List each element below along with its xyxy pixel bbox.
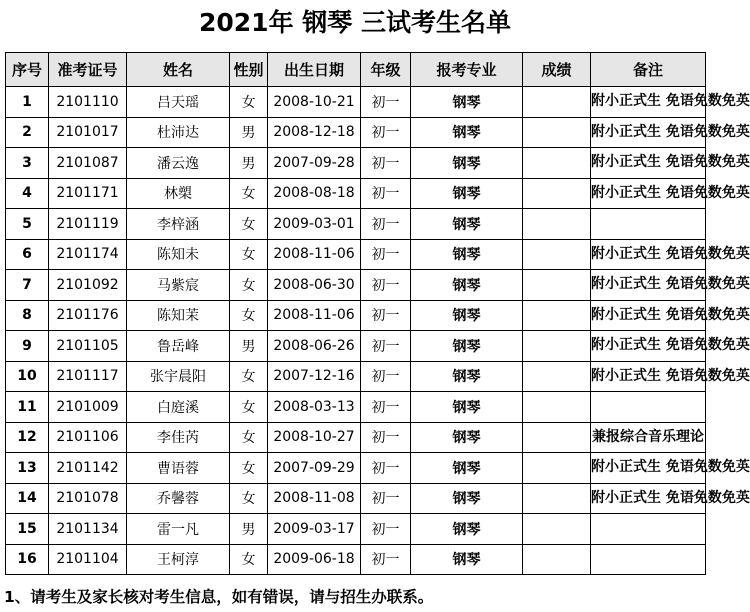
cell-grade: 初一 bbox=[361, 209, 411, 240]
table-row bbox=[6, 392, 706, 423]
cell-exam-id: 2101092 bbox=[49, 270, 127, 301]
cell-name: 张宇晨阳 bbox=[127, 361, 230, 392]
cell-seq: 4 bbox=[6, 178, 49, 209]
cell-remarks bbox=[591, 392, 706, 423]
cell-birth-date: 2007-12-16 bbox=[268, 361, 361, 392]
cell-exam-id: 2101110 bbox=[49, 87, 127, 118]
table-row bbox=[6, 87, 706, 118]
cell-birth-date: 2009-03-17 bbox=[268, 514, 361, 545]
cell-major: 钢琴 bbox=[411, 453, 523, 484]
cell-score bbox=[523, 514, 591, 545]
cell-major: 钢琴 bbox=[411, 209, 523, 240]
cell-remarks bbox=[591, 209, 706, 240]
cell-grade: 初一 bbox=[361, 514, 411, 545]
cell-major: 钢琴 bbox=[411, 117, 523, 148]
table-row bbox=[6, 117, 706, 148]
header-name: 姓名 bbox=[127, 53, 230, 87]
cell-birth-date: 2008-06-26 bbox=[268, 331, 361, 362]
cell-seq: 5 bbox=[6, 209, 49, 240]
cell-gender: 女 bbox=[230, 453, 268, 484]
cell-birth-date: 2007-09-28 bbox=[268, 148, 361, 179]
cell-birth-date: 2009-06-18 bbox=[268, 544, 361, 575]
cell-grade: 初一 bbox=[361, 117, 411, 148]
cell-name: 李佳芮 bbox=[127, 422, 230, 453]
cell-birth-date: 2008-10-27 bbox=[268, 422, 361, 453]
cell-remarks: 附小正式生 免语免数免英 bbox=[591, 87, 706, 118]
cell-score bbox=[523, 87, 591, 118]
cell-name: 杜沛达 bbox=[127, 117, 230, 148]
cell-name: 吕天瑶 bbox=[127, 87, 230, 118]
cell-seq: 15 bbox=[6, 514, 49, 545]
cell-exam-id: 2101142 bbox=[49, 453, 127, 484]
header-birth-date: 出生日期 bbox=[268, 53, 361, 87]
cell-remarks: 兼报综合音乐理论 bbox=[591, 422, 706, 453]
cell-birth-date: 2008-11-06 bbox=[268, 239, 361, 270]
cell-exam-id: 2101104 bbox=[49, 544, 127, 575]
cell-seq: 10 bbox=[6, 361, 49, 392]
table-row bbox=[6, 544, 706, 575]
cell-exam-id: 2101009 bbox=[49, 392, 127, 423]
cell-remarks: 附小正式生 免语免数免英 bbox=[591, 331, 706, 362]
cell-score bbox=[523, 300, 591, 331]
cell-birth-date: 2008-06-30 bbox=[268, 270, 361, 301]
cell-seq: 1 bbox=[6, 87, 49, 118]
cell-name: 林槊 bbox=[127, 178, 230, 209]
table-row bbox=[6, 178, 706, 209]
cell-name: 鲁岳峰 bbox=[127, 331, 230, 362]
cell-score bbox=[523, 331, 591, 362]
table-body bbox=[6, 87, 750, 575]
cell-exam-id: 2101078 bbox=[49, 483, 127, 514]
cell-major: 钢琴 bbox=[411, 361, 523, 392]
cell-remarks: 附小正式生 免语免数免英 bbox=[591, 270, 706, 301]
cell-exam-id: 2101174 bbox=[49, 239, 127, 270]
cell-exam-id: 2101117 bbox=[49, 361, 127, 392]
cell-name: 马紫宸 bbox=[127, 270, 230, 301]
cell-birth-date: 2007-09-29 bbox=[268, 453, 361, 484]
cell-gender: 女 bbox=[230, 544, 268, 575]
cell-grade: 初一 bbox=[361, 483, 411, 514]
page-title: 2021年 钢琴 三试考生名单 bbox=[199, 8, 511, 37]
cell-seq: 14 bbox=[6, 483, 49, 514]
cell-remarks: 附小正式生 免语免数免英 bbox=[591, 361, 706, 392]
cell-name: 乔馨蓉 bbox=[127, 483, 230, 514]
cell-gender: 女 bbox=[230, 209, 268, 240]
cell-birth-date: 2009-03-01 bbox=[268, 209, 361, 240]
table-row bbox=[6, 239, 706, 270]
cell-score bbox=[523, 544, 591, 575]
cell-birth-date: 2008-11-08 bbox=[268, 483, 361, 514]
table-row bbox=[6, 209, 706, 240]
cell-exam-id: 2101087 bbox=[49, 148, 127, 179]
cell-remarks: 附小正式生 免语免数免英 bbox=[591, 453, 706, 484]
cell-gender: 男 bbox=[230, 331, 268, 362]
table-row bbox=[6, 331, 706, 362]
cell-seq: 8 bbox=[6, 300, 49, 331]
cell-grade: 初一 bbox=[361, 331, 411, 362]
cell-exam-id: 2101119 bbox=[49, 209, 127, 240]
cell-major: 钢琴 bbox=[411, 178, 523, 209]
cell-grade: 初一 bbox=[361, 361, 411, 392]
cell-name: 雷一凡 bbox=[127, 514, 230, 545]
cell-seq: 2 bbox=[6, 117, 49, 148]
cell-score bbox=[523, 422, 591, 453]
cell-birth-date: 2008-08-18 bbox=[268, 178, 361, 209]
cell-remarks: 附小正式生 免语免数免英 bbox=[591, 117, 706, 148]
cell-score bbox=[523, 361, 591, 392]
cell-gender: 女 bbox=[230, 239, 268, 270]
cell-seq: 9 bbox=[6, 331, 49, 362]
cell-name: 王柯淳 bbox=[127, 544, 230, 575]
cell-major: 钢琴 bbox=[411, 148, 523, 179]
cell-seq: 12 bbox=[6, 422, 49, 453]
cell-remarks: 附小正式生 免语免数免英 bbox=[591, 483, 706, 514]
header-exam-id: 准考证号 bbox=[49, 53, 127, 87]
cell-remarks bbox=[591, 544, 706, 575]
cell-score bbox=[523, 178, 591, 209]
cell-gender: 男 bbox=[230, 148, 268, 179]
cell-exam-id: 2101017 bbox=[49, 117, 127, 148]
cell-exam-id: 2101106 bbox=[49, 422, 127, 453]
cell-score bbox=[523, 239, 591, 270]
cell-birth-date: 2008-11-06 bbox=[268, 300, 361, 331]
cell-grade: 初一 bbox=[361, 178, 411, 209]
cell-major: 钢琴 bbox=[411, 483, 523, 514]
footer-note: 1、请考生及家长核对考生信息，如有错误，请与招生办联系。 bbox=[4, 588, 434, 606]
cell-remarks: 附小正式生 免语免数免英 bbox=[591, 239, 706, 270]
cell-exam-id: 2101171 bbox=[49, 178, 127, 209]
cell-remarks: 附小正式生 免语免数免英 bbox=[591, 300, 706, 331]
table-row bbox=[6, 483, 706, 514]
header-remarks: 备注 bbox=[591, 53, 706, 87]
cell-remarks bbox=[591, 514, 706, 545]
cell-gender: 男 bbox=[230, 514, 268, 545]
cell-grade: 初一 bbox=[361, 453, 411, 484]
table-row bbox=[6, 514, 706, 545]
table-row bbox=[6, 422, 706, 453]
header-gender: 性别 bbox=[230, 53, 268, 87]
cell-name: 陈知未 bbox=[127, 239, 230, 270]
cell-major: 钢琴 bbox=[411, 331, 523, 362]
cell-gender: 女 bbox=[230, 87, 268, 118]
header-score: 成绩 bbox=[523, 53, 591, 87]
cell-grade: 初一 bbox=[361, 544, 411, 575]
table-row bbox=[6, 453, 706, 484]
cell-grade: 初一 bbox=[361, 422, 411, 453]
cell-gender: 女 bbox=[230, 178, 268, 209]
header-grade: 年级 bbox=[361, 53, 411, 87]
table-row bbox=[6, 361, 706, 392]
cell-exam-id: 2101134 bbox=[49, 514, 127, 545]
cell-gender: 女 bbox=[230, 483, 268, 514]
cell-gender: 女 bbox=[230, 392, 268, 423]
cell-major: 钢琴 bbox=[411, 87, 523, 118]
cell-gender: 女 bbox=[230, 300, 268, 331]
cell-remarks: 附小正式生 免语免数免英 bbox=[591, 148, 706, 179]
cell-score bbox=[523, 270, 591, 301]
cell-score bbox=[523, 148, 591, 179]
cell-grade: 初一 bbox=[361, 300, 411, 331]
table-row bbox=[6, 300, 706, 331]
cell-exam-id: 2101176 bbox=[49, 300, 127, 331]
cell-score bbox=[523, 117, 591, 148]
cell-name: 陈知茉 bbox=[127, 300, 230, 331]
cell-name: 李梓涵 bbox=[127, 209, 230, 240]
candidate-table bbox=[5, 52, 750, 575]
cell-grade: 初一 bbox=[361, 87, 411, 118]
cell-grade: 初一 bbox=[361, 392, 411, 423]
cell-major: 钢琴 bbox=[411, 544, 523, 575]
cell-major: 钢琴 bbox=[411, 392, 523, 423]
cell-birth-date: 2008-10-21 bbox=[268, 87, 361, 118]
cell-grade: 初一 bbox=[361, 239, 411, 270]
cell-grade: 初一 bbox=[361, 148, 411, 179]
cell-gender: 女 bbox=[230, 270, 268, 301]
cell-gender: 女 bbox=[230, 361, 268, 392]
cell-major: 钢琴 bbox=[411, 300, 523, 331]
cell-major: 钢琴 bbox=[411, 422, 523, 453]
cell-birth-date: 2008-12-18 bbox=[268, 117, 361, 148]
cell-major: 钢琴 bbox=[411, 270, 523, 301]
table-row bbox=[6, 270, 706, 301]
cell-birth-date: 2008-03-13 bbox=[268, 392, 361, 423]
cell-score bbox=[523, 453, 591, 484]
cell-score bbox=[523, 483, 591, 514]
table-row bbox=[6, 148, 706, 179]
cell-exam-id: 2101105 bbox=[49, 331, 127, 362]
cell-score bbox=[523, 392, 591, 423]
cell-seq: 3 bbox=[6, 148, 49, 179]
cell-seq: 11 bbox=[6, 392, 49, 423]
cell-name: 潘云逸 bbox=[127, 148, 230, 179]
header-major: 报考专业 bbox=[411, 53, 523, 87]
header-seq: 序号 bbox=[6, 53, 49, 87]
cell-seq: 7 bbox=[6, 270, 49, 301]
cell-gender: 女 bbox=[230, 422, 268, 453]
cell-seq: 16 bbox=[6, 544, 49, 575]
cell-gender: 男 bbox=[230, 117, 268, 148]
cell-remarks: 附小正式生 免语免数免英 bbox=[591, 178, 706, 209]
cell-score bbox=[523, 209, 591, 240]
table-header-row bbox=[6, 53, 706, 87]
cell-name: 白庭溪 bbox=[127, 392, 230, 423]
cell-major: 钢琴 bbox=[411, 239, 523, 270]
cell-major: 钢琴 bbox=[411, 514, 523, 545]
cell-name: 曹语蓉 bbox=[127, 453, 230, 484]
cell-seq: 6 bbox=[6, 239, 49, 270]
cell-grade: 初一 bbox=[361, 270, 411, 301]
cell-seq: 13 bbox=[6, 453, 49, 484]
